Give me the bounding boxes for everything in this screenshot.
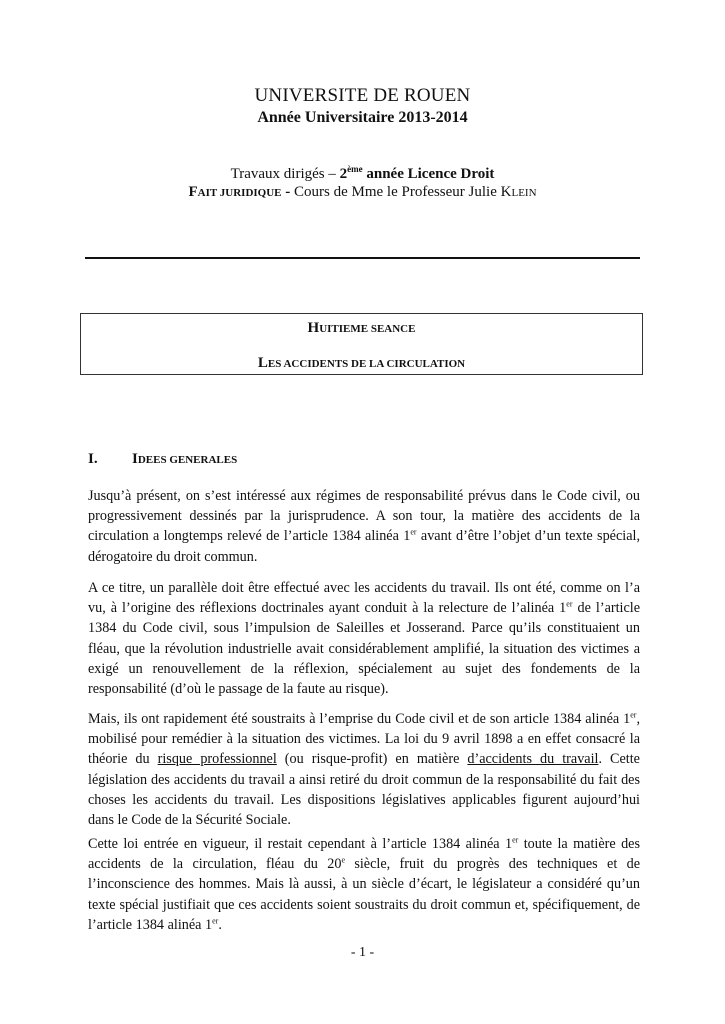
- paragraph-2: [88, 578, 640, 699]
- course-title: [0, 184, 725, 201]
- session-number-initial: H: [307, 320, 320, 336]
- section-title-rest: DEES GENERALES: [137, 454, 238, 466]
- session-number: [81, 319, 642, 337]
- session-title-initial: L: [257, 355, 268, 371]
- session-box: [80, 313, 643, 375]
- session-title: [81, 354, 642, 372]
- p4-text-c: siècle, fruit du progrès des techniques et de l’inconscience des hommes. Mais là aussi, à un siècle d’écart, le législateur a considéré qu’un texte spécial justifiait que ces accidents soient soustraits du droit commun et, spécifiquement, de l’article 1384 alinéa 1: [88, 856, 640, 933]
- section-title: [132, 451, 237, 468]
- p4-text-b: toute la matière des accidents de la circulation, fléau du 20: [88, 836, 640, 873]
- academic-year: Année Universitaire 2013-2014: [257, 109, 468, 126]
- p3-text-c: (ou risque-profit) en matière: [276, 751, 468, 768]
- course-separator: -: [281, 184, 294, 200]
- session-title-rest: ES ACCIDENTS DE LA CIRCULATION: [267, 358, 466, 370]
- p2-text-a: A ce titre, un parallèle doit être effectué avec les accidents du travail. Ils ont été, comme on l’a vu, à l’origine des réflexions doctrinales ayant conduit à la relecture de l’alinéa 1: [88, 580, 640, 617]
- paragraph-3: [88, 709, 640, 830]
- p4-sup-2: e: [341, 855, 345, 865]
- p4-sup-1: er: [512, 835, 519, 845]
- course-professor-rest: LEIN: [511, 187, 537, 199]
- p1-text-a: Jusqu’à présent, on s’est intéressé aux régimes de responsabilité prévus dans le Code civil, ou progressivement dessinés par la jurisprudence. A son tour, la matière des accidents de la circulation a longtemps relevé de l’article 1384 alinéa 1: [88, 488, 640, 545]
- p2-text-b: de l’article 1384 du Code civil, sous l’impulsion de Saleilles et Josserand. Parce qu’ils constituaient un fléau, que la révolution industrielle avait considérablement amplifié, la situation des victimes a exigé un renouvellement de la réflexion, spécialement au sujet des fondements de la responsabilité (d’où le passage de la faute au risque).: [88, 600, 641, 698]
- p1-text-b: avant d’être l’objet d’un texte spécial, dérogatoire du droit commun.: [88, 528, 640, 565]
- p3-text-d: . Cette législation des accidents du travail a ainsi retiré du droit commun de la responsabilité du fait des choses les accidents du travail. Les dispositions législatives applicables figurent aujourd’hui dans le Code de la Sécurité Sociale.: [88, 751, 640, 829]
- p2-sup: er: [566, 599, 573, 609]
- p4-sup-3: er: [212, 916, 219, 926]
- td-prefix: Travaux dirigés –: [230, 166, 340, 182]
- p3-text-b: , mobilisé pour remédier à la situation des victimes. La loi du 9 avril 1898 a en effet consacré la théorie du: [88, 711, 640, 768]
- p1-sup: er: [410, 527, 417, 537]
- course-name-rest: AIT JURIDIQUE: [197, 187, 282, 199]
- course-name-initial: F: [188, 184, 198, 200]
- university-title: UNIVERSITE DE ROUEN: [254, 85, 471, 106]
- p4-text-a: Cette loi entrée en vigueur, il restait cependant à l’article 1384 alinéa 1: [88, 836, 513, 852]
- course-professor: Cours de Mme le Professeur Julie K: [294, 184, 512, 200]
- paragraph-1: [88, 486, 640, 567]
- accidents-du-travail-term: d’accidents du travail: [467, 751, 599, 768]
- p3-text-a: Mais, ils ont rapidement été soustraits à l’emprise du Code civil et de son article 1384 alinéa 1: [88, 711, 631, 727]
- p3-sup: er: [630, 710, 637, 720]
- section-number: I.: [88, 451, 98, 467]
- section-title-initial: I: [132, 451, 138, 467]
- td-rest: année Licence Droit: [362, 166, 495, 182]
- p4-text-d: .: [218, 916, 222, 933]
- session-number-rest: UITIEME SEANCE: [319, 323, 416, 335]
- td-number: 2: [339, 166, 348, 182]
- course-name: [188, 184, 294, 200]
- course-level: [0, 164, 725, 183]
- header-divider: [85, 257, 640, 259]
- page-number: - 1 -: [350, 945, 375, 960]
- risque-professionnel-term: risque professionnel: [157, 751, 277, 768]
- td-superscript: ème: [347, 164, 363, 174]
- paragraph-4: [88, 834, 640, 935]
